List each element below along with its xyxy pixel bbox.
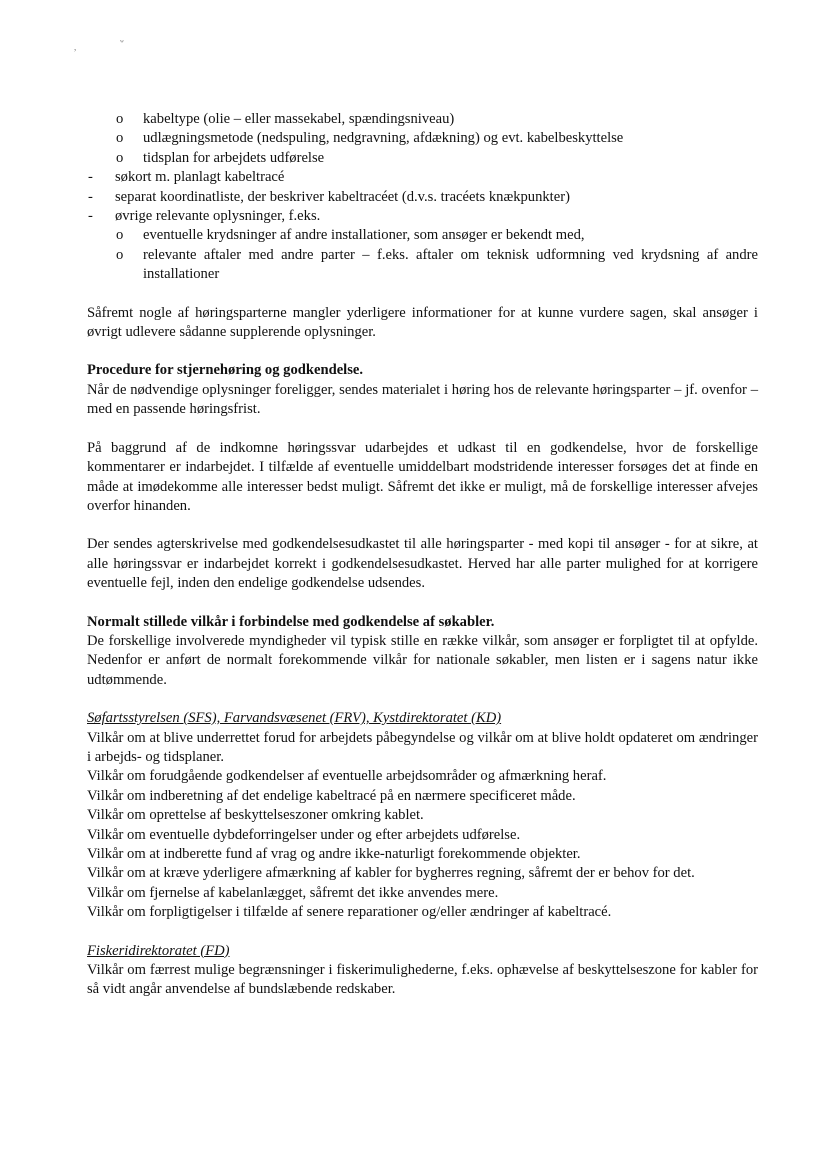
condition-item: Vilkår om at blive underrettet forud for arbejdets påbegyndelse og vilkår om at blive holdt opdateret om ændringer i arbejds- og tidsplaner. bbox=[87, 729, 758, 765]
agency-title-sfs: Søfartsstyrelsen (SFS), Farvandsvæsenet (FRV), Kystdirektoratet (KD) bbox=[87, 710, 502, 727]
list-item: o udlægningsmetode (nedspuling, nedgravning, afdækning) og evt. kabelbeskyttelse bbox=[116, 129, 758, 148]
list-item: - separat koordinatliste, der beskriver kabeltracéet (d.v.s. tracéets knækpunkter) bbox=[87, 188, 758, 207]
paragraph: Når de nødvendige oplysninger foreligger, sendes materialet i høring hos de relevante høringsparter – jf. ovenfor – med en passende høringsfrist. bbox=[87, 381, 758, 418]
condition-item: Vilkår om forpligtigelser i tilfælde af senere reparationer og/eller ændringer af kabeltracé. bbox=[87, 904, 612, 921]
paragraph-missing-info: Såfremt nogle af høringsparterne mangler yderligere informationer for at kunne vurdere sagen, skal ansøger i øvrigt udlevere sådanne supplerende oplysninger. bbox=[87, 304, 758, 341]
list-item: o eventuelle krydsninger af andre installationer, som ansøger er bekendt med, bbox=[116, 226, 758, 245]
condition-item: Vilkår om fjernelse af kabelanlægget, såfremt det ikke anvendes mere. bbox=[87, 884, 499, 901]
paragraph: De forskellige involverede myndigheder vil typisk stille en række vilkår, som ansøger er forpligtet til at opfylde. Nedenfor er anført de normalt forekommende vilkår for nationale søkabler, men listen er i sagens natur ikke udtømmende. bbox=[87, 632, 758, 688]
agency-title-fd: Fiskeridirektoratet (FD) bbox=[87, 942, 230, 959]
condition-item: Vilkår om at indberette fund af vrag og andre ikke-naturligt forekommende objekter. bbox=[87, 846, 581, 862]
sfs-conditions bbox=[87, 729, 758, 923]
required-documents-list bbox=[87, 168, 758, 284]
heading-procedure: Procedure for stjernehøring og godkendelse. bbox=[87, 362, 364, 379]
condition-item: Vilkår om indberetning af det endelige kabeltracé på en nærmere specificeret måde. bbox=[87, 787, 576, 804]
document-page bbox=[87, 110, 758, 1000]
list-item: o tidsplan for arbejdets udførelse bbox=[116, 149, 758, 168]
list-item: o relevante aftaler med andre parter – f.eks. aftaler om teknisk udformning ved krydsning af andre installationer bbox=[116, 246, 758, 285]
other-info-sublist bbox=[115, 226, 758, 284]
list-item bbox=[87, 207, 758, 285]
cable-details-list bbox=[87, 110, 758, 168]
scan-speck: , bbox=[74, 42, 77, 52]
list-item: - søkort m. planlagt kabeltracé bbox=[87, 168, 758, 187]
scan-speck: ʷ bbox=[120, 37, 124, 47]
condition-item: Vilkår om at kræve yderligere afmærkning af kabler for bygherres regning, såfremt der er behov for det. bbox=[87, 865, 695, 882]
heading-conditions: Normalt stillede vilkår i forbindelse med godkendelse af søkabler. bbox=[87, 613, 495, 630]
list-item: o kabeltype (olie – eller massekabel, spændingsniveau) bbox=[116, 110, 758, 129]
paragraph: Der sendes agterskrivelse med godkendelsesudkastet til alle høringsparter - med kopi til ansøger - for at sikre, at alle høringssvar er indarbejdet korrekt i godkendelsesudkastet. Herved har alle parter mulighed for at korrigere eventuelle fejl, inden den endelige godkendelse udsendes. bbox=[87, 536, 758, 592]
condition-item: Vilkår om eventuelle dybdeforringelser under og efter arbejdets udførelse. bbox=[87, 826, 521, 843]
list-item-text: øvrige relevante oplysninger, f.eks. bbox=[115, 208, 321, 225]
paragraph: På baggrund af de indkomne høringssvar udarbejdes et udkast til en godkendelse, hvor de forskellige kommentarer er indarbejdet. I tilfælde af eventuelle umiddelbart modstridende interesser forsøges det at finde en måde at imødekomme alle interesser bedst muligt. Såfremt det ikke er muligt, må de forskellige interesser afvejes overfor hinanden. bbox=[87, 439, 758, 514]
condition-item: Vilkår om forudgående godkendelser af eventuelle arbejdsområder og afmærkning heraf. bbox=[87, 768, 607, 785]
condition-item: Vilkår om oprettelse af beskyttelseszoner omkring kablet. bbox=[87, 807, 424, 824]
condition-item: Vilkår om færrest mulige begrænsninger i fiskerimulighederne, f.eks. ophævelse af beskyttelseszone for kabler for så vidt angår anvendelse af bundslæbende redskaber. bbox=[87, 962, 758, 998]
